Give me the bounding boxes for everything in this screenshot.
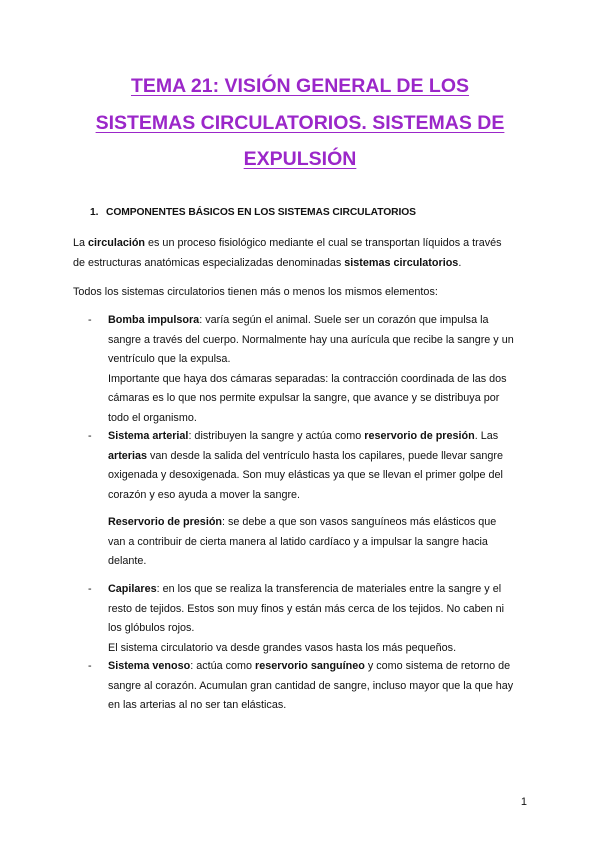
text-line: oxigenada y desoxigenada. Son muy elásticas ya que se llevan el primer golpe del [108, 469, 503, 482]
text-line: corazón y eso ayuda a mover la sangre. [108, 488, 301, 501]
title-line-1: TEMA 21: VISIÓN GENERAL DE LOS [130, 75, 470, 97]
text-run: . [458, 257, 462, 269]
bullet-dash: - [88, 430, 92, 442]
list-item-sistema-venoso [88, 657, 528, 716]
bold-term: Bomba impulsora [108, 314, 200, 326]
text-run: : se debe a que son vasos sanguíneos más elásticos que [222, 516, 497, 528]
section-heading-text: COMPONENTES BÁSICOS EN LOS SISTEMAS CIRCULATORIOS [106, 207, 416, 218]
text-run: : varía según el animal. Suele ser un corazón que impulsa la [199, 314, 489, 326]
intro-paragraph-1 [73, 233, 538, 273]
text-run: de estructuras anatómicas especializadas denominadas [73, 257, 345, 269]
bold-term: arterias [108, 449, 148, 462]
bullet-dash: - [88, 660, 92, 672]
text-line: cámaras es lo que nos permite expulsar la sangre, que avance y se distribuya por [108, 392, 500, 405]
text-run: : en los que se realiza la transferencia de materiales entre la sangre y el [156, 583, 502, 595]
reservorio-presion-paragraph [108, 513, 528, 572]
bold-term: reservorio de presión [364, 430, 475, 442]
text-line: sangre a través del cuerpo. Normalmente hay una aurícula que recibe la sangre y un [108, 333, 514, 346]
text-line: en las arterias al no ser tan elásticas. [108, 699, 287, 712]
bold-term: Sistema venoso [108, 660, 191, 672]
text-line: Importante que haya dos cámaras separadas: la contracción coordinada de las dos [108, 372, 507, 385]
text-line: todo el organismo. [108, 411, 197, 424]
text-run: . Las [474, 430, 499, 442]
title-line-2: SISTEMAS CIRCULATORIOS. SISTEMAS DE [95, 111, 505, 134]
bullet-dash: - [88, 583, 92, 595]
page-number: 1 [520, 796, 527, 808]
text-run: van desde la salida del ventrículo hasta los capilares, puede llevar sangre [147, 449, 503, 462]
text-run: es un proceso fisiológico mediante el cual se transportan líquidos a través [145, 237, 502, 249]
bold-term: Capilares [108, 583, 157, 595]
intro-paragraph-2: Todos los sistemas circulatorios tienen más o menos los mismos elementos: [73, 286, 438, 298]
list-item-capilares [88, 580, 528, 658]
text-run: La [73, 237, 89, 249]
text-line: van a contribuir de cierta manera al latido cardíaco y a impulsar la sangre hacia [108, 535, 488, 548]
section-heading [90, 207, 416, 218]
bold-term: Reservorio de presión [108, 516, 223, 528]
document-title [60, 68, 540, 178]
text-run: y como sistema de retorno de [364, 660, 511, 672]
text-run: : actúa como [190, 660, 256, 672]
list-item-sistema-arterial [88, 427, 528, 505]
section-number: 1. [90, 207, 99, 218]
text-line: los glóbulos rojos. [108, 622, 195, 635]
title-line-3: EXPULSIÓN [243, 148, 357, 170]
text-run: : distribuyen la sangre y actúa como [188, 430, 365, 442]
text-line: sangre al corazón. Acumulan gran cantidad de sangre, incluso mayor que la que hay [108, 679, 514, 692]
text-line: ventrículo que la expulsa. [108, 353, 231, 366]
text-line: resto de tejidos. Estos son muy finos y están más cerca de los tejidos. No caben ni [108, 602, 505, 615]
list-item-bomba-impulsora [88, 311, 528, 429]
bold-term-circulacion: circulación [88, 237, 146, 249]
bullet-dash: - [88, 314, 92, 326]
bold-term: reservorio sanguíneo [255, 660, 365, 672]
text-line: El sistema circulatorio va desde grandes vasos hasta los más pequeños. [108, 641, 457, 654]
bold-term-sistemas-circulatorios: sistemas circulatorios [344, 257, 459, 269]
text-line: delante. [108, 555, 147, 568]
bold-term: Sistema arterial [108, 430, 189, 442]
